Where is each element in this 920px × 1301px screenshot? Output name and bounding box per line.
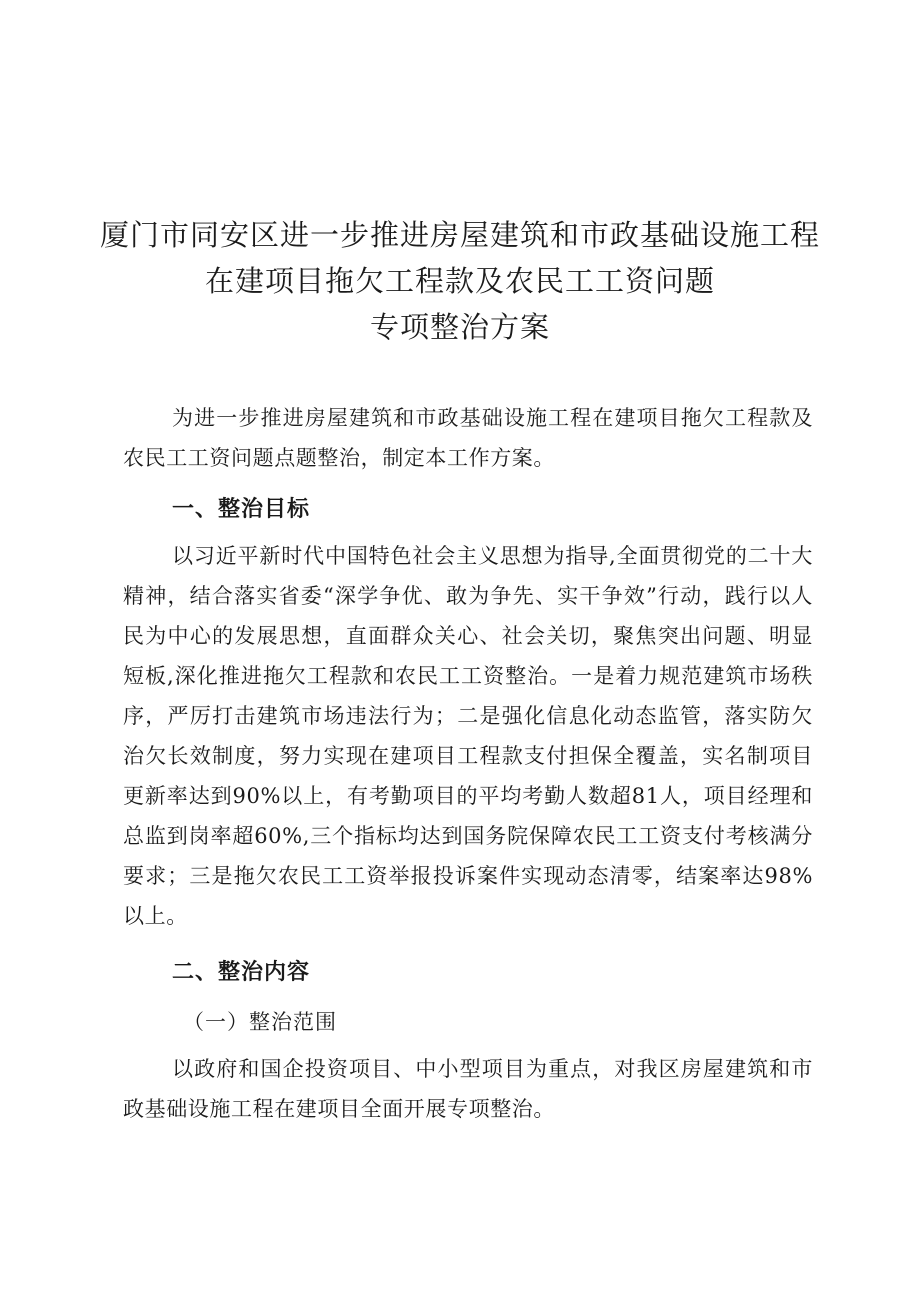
title-line-1: 厦门市同安区进一步推进房屋建筑和市政基础设施工程 (99, 218, 820, 252)
title-line-2: 在建项目拖欠工程款及农民工工资问题 (204, 264, 715, 298)
document-title (60, 212, 860, 350)
section-1-heading: 一、整治目标 (172, 497, 311, 522)
intro-paragraph: 为进一步推进房屋建筑和市政基础设施工程在建项目拖欠工程款及农民工工资问题点题整治，制定本工作方案。 (123, 406, 813, 470)
section-1-paragraph: 以习近平新时代中国特色社会主义思想为指导,全面贯彻党的二十大精神，结合落实省委“深学争优、敢为争先、实干争效”行动，践行以人民为中心的发展思想，直面群众关心、社会关切，聚焦突出问题、明显短板,深化推进拖欠工程款和农民工工资整治。一是着力规范建筑市场秩序，严厉打击建筑市场违法行为；二是强化信息化动态监管，落实防欠治欠长效制度，努力实现在建项目工程款支付担保全覆盖，实名制项目更新率达到90%以上，有考勤项目的平均考勤人数超81人，项目经理和总监到岗率超60%,三个指标均达到国务院保障农民工工资支付考核满分要求；三是拖欠农民工工资举报投诉案件实现动态清零，结案率达98%以上。 (123, 544, 813, 928)
title-line-3: 专项整治方案 (369, 310, 550, 344)
section-2-heading: 二、整治内容 (172, 960, 311, 985)
subsection-1-paragraph: 以政府和国企投资项目、中小型项目为重点，对我区房屋建筑和市政基础设施工程在建项目全面开展专项整治。 (123, 1057, 813, 1121)
subsection-1-heading: （一）整治范围 (183, 1010, 337, 1034)
